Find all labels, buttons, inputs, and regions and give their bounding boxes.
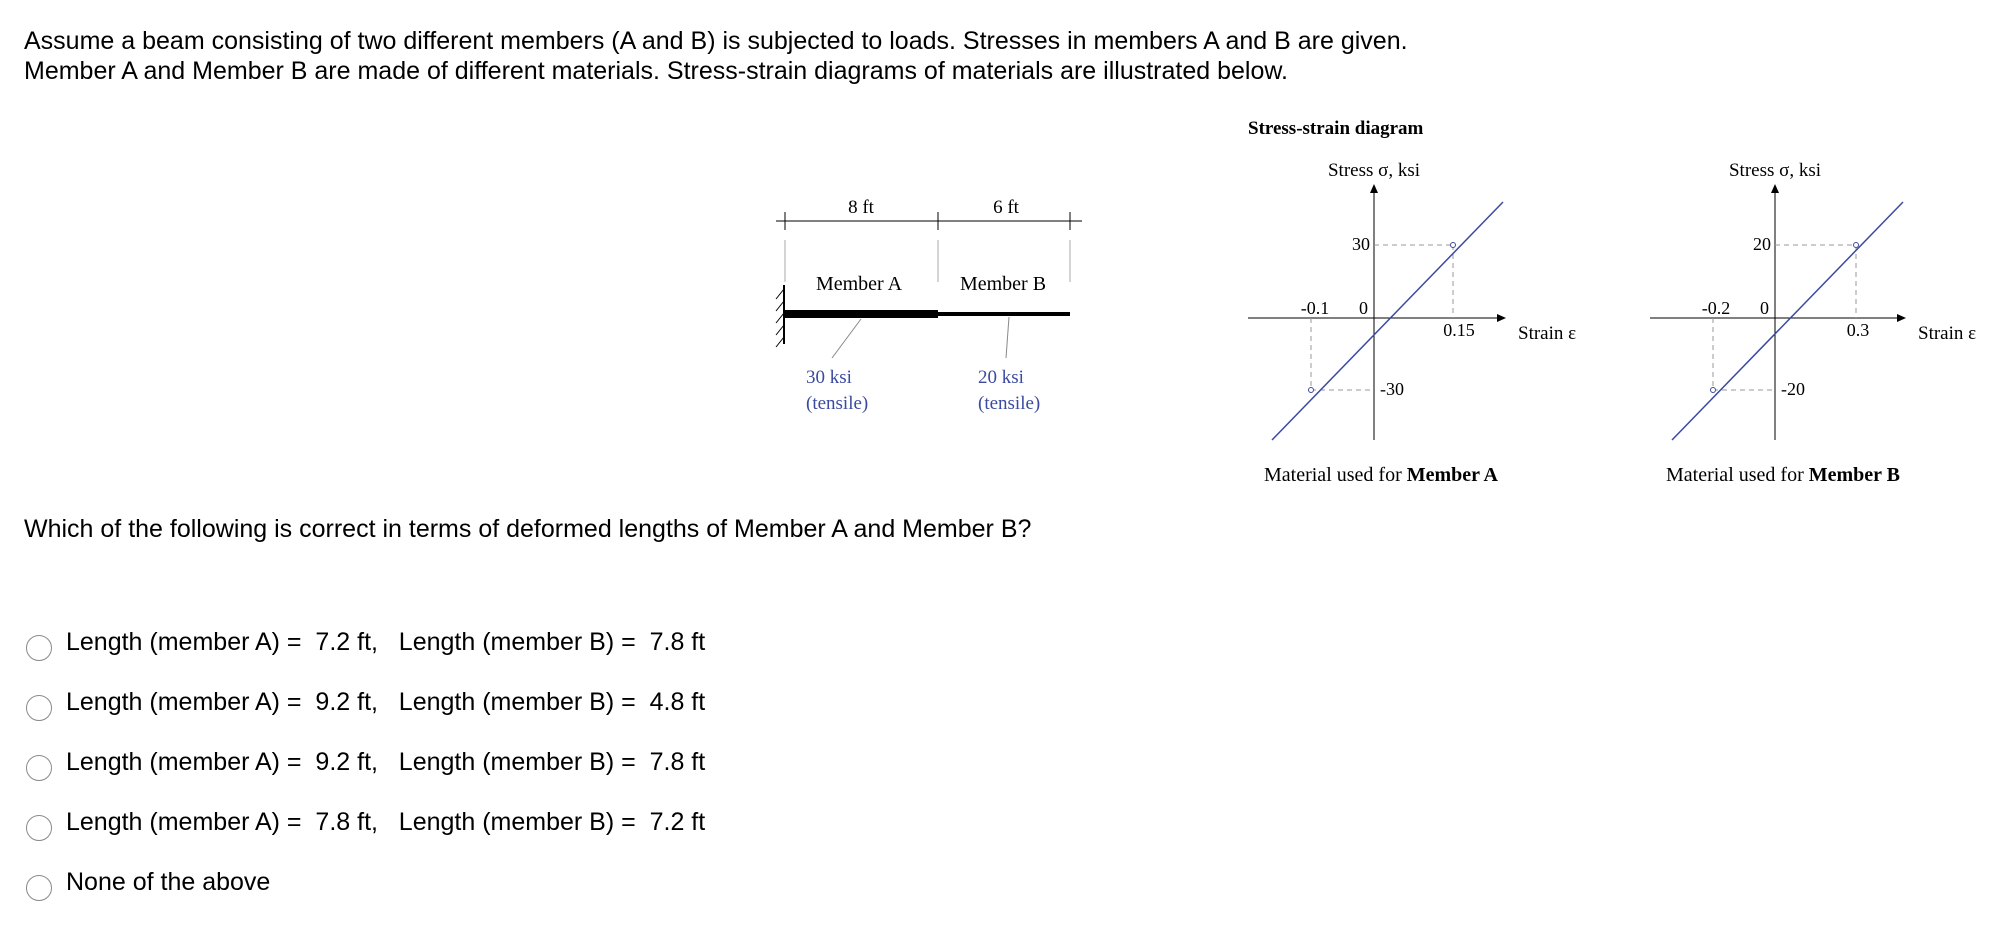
chart-a-point-neg [1309, 388, 1314, 393]
choice-label: Length (member A) = 9.2 ft, Length (member B) = 7.8 ft [66, 748, 706, 776]
chart-a-point-pos [1451, 243, 1456, 248]
choice-3[interactable] [26, 742, 786, 782]
member-a-label: Member A [815, 273, 903, 295]
chart-b-point-neg [1711, 388, 1716, 393]
choice-label: None of the above [66, 868, 271, 896]
chart-b-point-pos [1854, 243, 1859, 248]
chart-b-ylabel: Stress σ, ksi [1728, 160, 1822, 181]
choice-label: Length (member A) = 7.8 ft, Length (member B) = 7.2 ft [66, 808, 706, 836]
chart-member-b [1650, 160, 1976, 486]
stress-a-type: (tensile) [806, 393, 869, 414]
chart-b-caption-bold: Member B [1808, 464, 1901, 486]
stress-b-value: 20 ksi [978, 367, 1024, 388]
chart-b-tick-y-pos: 20 [1753, 234, 1771, 254]
chart-a-tick-x-neg: -0.1 [1300, 298, 1330, 318]
chart-b-xlabel: Strain ε [1918, 323, 1977, 344]
member-b-bar [938, 312, 1070, 316]
intro-line-2: Member A and Member B are made of different materials. Stress-strain diagrams of materials are illustrated below. [24, 57, 1288, 85]
stress-a-value: 30 ksi [806, 367, 852, 388]
radio-button[interactable] [26, 875, 52, 901]
chart-b-caption-prefix: Material used for [1666, 464, 1809, 486]
chart-b-tick-x-neg: -0.2 [1701, 298, 1731, 318]
beam-diagram [776, 197, 1082, 414]
choice-5[interactable] [26, 862, 786, 902]
dimension-a: 8 ft [848, 197, 874, 218]
chart-a-tick-y-neg: -30 [1380, 379, 1404, 399]
intro-line-1: Assume a beam consisting of two different members (A and B) is subjected to loads. Stresses in members A and B are given. [24, 27, 1408, 55]
chart-b-tick-origin: 0 [1760, 298, 1769, 318]
choice-label: Length (member A) = 9.2 ft, Length (member B) = 4.8 ft [66, 688, 706, 716]
chart-a-caption-bold: Member A [1406, 464, 1499, 486]
radio-button[interactable] [26, 815, 52, 841]
radio-button[interactable] [26, 695, 52, 721]
dimension-b: 6 ft [993, 197, 1019, 218]
member-b-label: Member B [959, 273, 1047, 295]
choice-1[interactable] [26, 622, 786, 662]
question-text: Which of the following is correct in terms of deformed lengths of Member A and Member B? [24, 515, 1032, 543]
chart-a-caption [1264, 464, 1499, 486]
chart-a-ylabel: Stress σ, ksi [1327, 160, 1421, 181]
chart-b-tick-x-pos: 0.3 [1846, 320, 1870, 340]
diagram-title: Stress-strain diagram [1248, 118, 1424, 139]
chart-a-xlabel: Strain ε [1518, 323, 1577, 344]
choice-label: Length (member A) = 7.2 ft, Length (member B) = 7.8 ft [66, 628, 706, 656]
chart-member-a [1248, 160, 1576, 486]
stress-b-type: (tensile) [978, 393, 1041, 414]
chart-a-tick-origin: 0 [1359, 298, 1368, 318]
radio-button[interactable] [26, 755, 52, 781]
chart-a-tick-y-pos: 30 [1352, 234, 1370, 254]
chart-b-tick-y-neg: -20 [1781, 379, 1805, 399]
chart-a-caption-prefix: Material used for [1264, 464, 1407, 486]
chart-b-caption [1666, 464, 1900, 486]
choice-2[interactable] [26, 682, 786, 722]
radio-button[interactable] [26, 635, 52, 661]
choice-4[interactable] [26, 802, 786, 842]
chart-a-tick-x-pos: 0.15 [1443, 320, 1475, 340]
member-a-bar [785, 310, 938, 318]
